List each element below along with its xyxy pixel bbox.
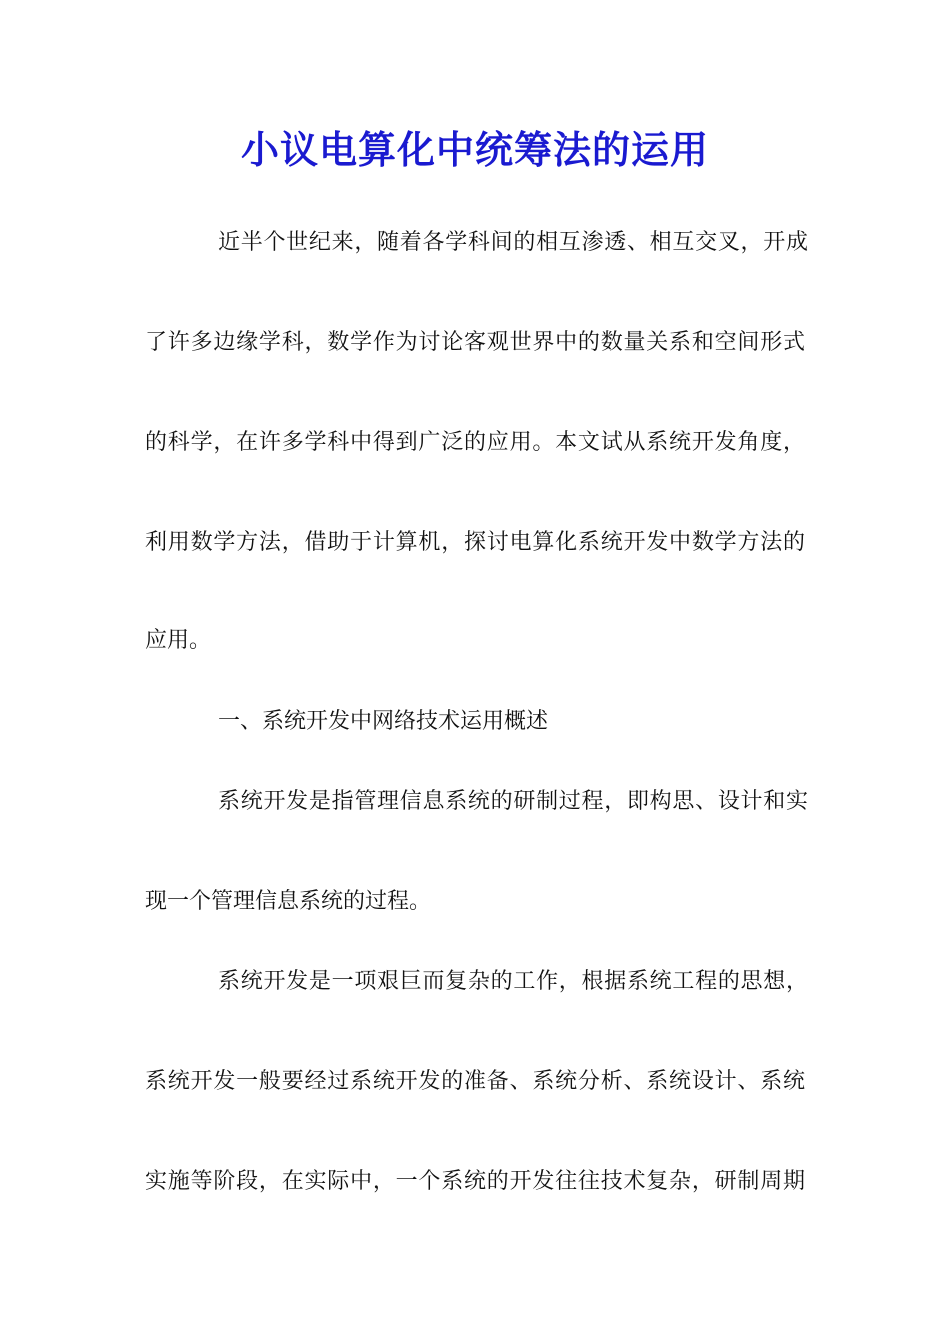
paragraph-line: 了许多边缘学科，数学作为讨论客观世界中的数量关系和空间形式: [145, 330, 805, 355]
paragraph-line: 近半个世纪来，随着各学科间的相互渗透、相互交叉，开成: [218, 230, 808, 255]
paragraph-line: 系统开发是指管理信息系统的研制过程，即构思、设计和实: [218, 789, 808, 814]
section-heading: 一、系统开发中网络技术运用概述: [218, 709, 549, 734]
paragraph-line: 现一个管理信息系统的过程。: [145, 889, 432, 914]
paragraph-line: 系统开发一般要经过系统开发的准备、系统分析、系统设计、系统: [145, 1069, 805, 1094]
paragraph-line: 的科学，在许多学科中得到广泛的应用。本文试从系统开发角度，: [145, 430, 805, 455]
paragraph-line: 利用数学方法，借助于计算机，探讨电算化系统开发中数学方法的: [145, 530, 805, 555]
paragraph-line: 应用。: [145, 628, 212, 653]
document-title: 小议电算化中统筹法的运用: [240, 127, 709, 172]
paragraph-line: 系统开发是一项艰巨而复杂的工作，根据系统工程的思想，: [218, 969, 808, 994]
paragraph-line: 实施等阶段，在实际中，一个系统的开发往往技术复杂，研制周期: [145, 1169, 805, 1194]
